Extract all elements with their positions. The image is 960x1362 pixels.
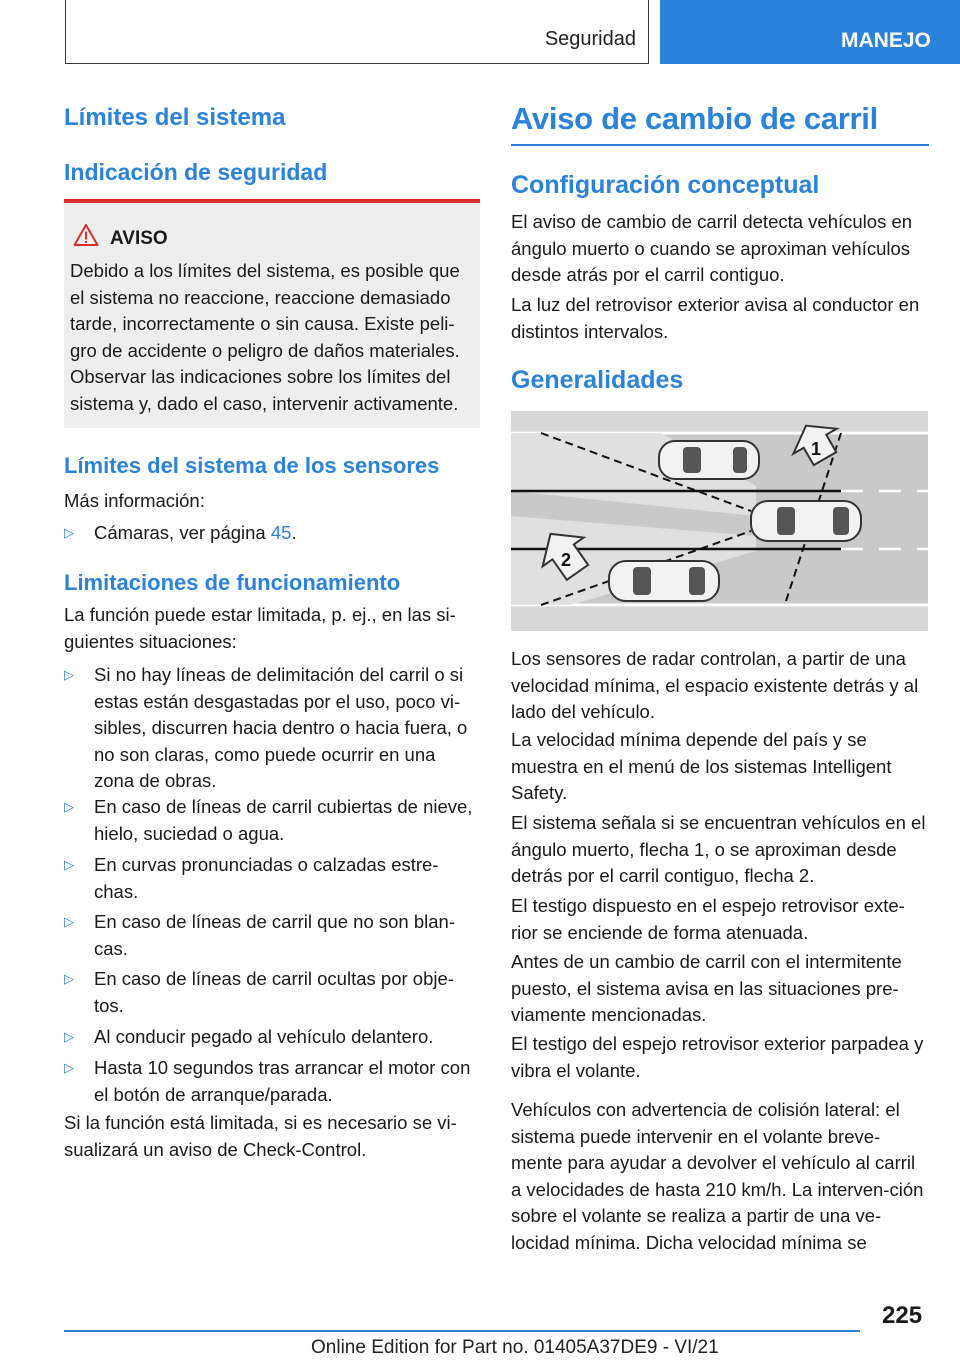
section-title-system-limits: Límites del sistema: [64, 104, 286, 131]
concept-paragraph-2: La luz del retrovisor exterior avisa al conductor en distintos intervalos.: [511, 294, 920, 342]
warning-label: AVISO: [110, 228, 168, 249]
car-top-icon: [659, 441, 759, 479]
concept-heading: Configuración conceptual: [511, 171, 820, 199]
body-paragraph: Vehículos con advertencia de colisión lateral: el sistema puede intervenir en el volante breve-mente para ayudar a devolver el vehículo al carril a velocidades de hasta 210 km/h. La interven-ción sobre el volante se realiza a partir de una ve-locidad mínima. Dicha velocidad mínima se: [511, 1099, 924, 1253]
limitation-item-text: Si no hay líneas de delimitación del carril o si estas están desgastadas por el uso, poco vi-sibles, discurren hacia dentro o hacia fuera, o no son claras, como puede ocurrir en una zona de obras.: [94, 664, 468, 791]
limitations-heading: Limitaciones de funcionamiento: [64, 570, 401, 595]
bullet-triangle-icon: ▷: [64, 667, 74, 682]
limitation-item-text: Al conducir pegado al vehículo delantero.: [94, 1026, 434, 1047]
warning-box: [64, 199, 480, 428]
header-section-box: [65, 0, 649, 64]
limitation-item-text: En caso de líneas de carril ocultas por obje-tos.: [94, 968, 454, 1016]
body-paragraph: Antes de un cambio de carril con el intermitente puesto, el sistema avisa en las situaciones pre-viamente mencionadas.: [511, 951, 902, 1025]
section-title-lane-change-warning: Aviso de cambio de carril: [511, 101, 878, 136]
concept-paragraph-1: El aviso de cambio de carril detecta vehículos en ángulo muerto o cuando se aproximan vehículos desde atrás por el carril contiguo.: [511, 211, 913, 285]
body-paragraph: Los sensores de radar controlan, a partir de una velocidad mínima, el espacio existente detrás y al lado del vehículo.: [511, 648, 919, 722]
camera-item-text: Cámaras, ver página: [94, 522, 271, 543]
header-section-label: Seguridad: [544, 28, 636, 50]
sensors-limits-heading: Límites del sistema de los sensores: [64, 453, 440, 478]
arrow-2-label: 2: [561, 550, 572, 570]
bullet-triangle-icon: ▷: [64, 914, 74, 929]
limitation-item-text: Hasta 10 segundos tras arrancar el motor con el botón de arranque/parada.: [94, 1057, 471, 1105]
bullet-triangle-icon: ▷: [64, 525, 74, 540]
general-heading: Generalidades: [511, 366, 684, 394]
header-chapter-tab: MANEJO: [660, 0, 960, 64]
limitation-item-text: En caso de líneas de carril que no son blan-cas.: [94, 911, 455, 959]
camera-item-suffix: .: [291, 522, 297, 543]
arrow-1-label: 1: [811, 439, 822, 459]
body-paragraph: El testigo del espejo retrovisor exterior parpadea y vibra el volante.: [511, 1033, 924, 1081]
bullet-triangle-icon: ▷: [64, 971, 74, 986]
body-paragraph: La velocidad mínima depende del país y se muestra en el menú de los sistemas Intelligent Safety.: [511, 729, 892, 803]
bullet-triangle-icon: ▷: [64, 857, 74, 872]
body-paragraph: El testigo dispuesto en el espejo retrovisor exte-rior se enciende de forma atenuada.: [511, 895, 905, 943]
footer-rule: [64, 1330, 860, 1332]
camera-page-link[interactable]: 45: [270, 522, 292, 543]
lane-change-diagram: [511, 411, 928, 631]
title-underline: [511, 144, 929, 146]
safety-note-heading: [64, 159, 327, 186]
limitation-item-text: En caso de líneas de carril cubiertas de nieve, hielo, suciedad o agua.: [94, 796, 473, 844]
limitations-intro: La función puede estar limitada, p. ej., en las si-guientes situaciones:: [64, 604, 456, 652]
limitations-closing: Si la función está limitada, si es necesario se vi-sualizará un aviso de Check-Control.: [64, 1112, 457, 1160]
car-ego-icon: [751, 501, 861, 541]
more-info-label: Más información:: [64, 490, 205, 511]
footer-edition: Online Edition for Part no. 01405A37DE9 - VI/21: [311, 1337, 719, 1358]
warning-text: Debido a los límites del sistema, es posible que el sistema no reaccione, reaccione demasiado tarde, incorrectamente o sin causa. Existe peli-gro de accidente o peligro de daños materiales. Observar las indicaciones sobre los límites del sistema y, dado el caso, intervenir activamente.: [70, 260, 460, 414]
page-number: 225: [882, 1302, 923, 1329]
bullet-triangle-icon: ▷: [64, 799, 74, 814]
limitation-item-text: En curvas pronunciadas o calzadas estre-chas.: [94, 854, 439, 902]
bullet-triangle-icon: ▷: [64, 1060, 74, 1075]
warning-triangle-icon: [73, 223, 99, 247]
car-bottom-icon: [609, 561, 719, 601]
body-paragraph: El sistema señala si se encuentran vehículos en el ángulo muerto, flecha 1, o se aproximan desde detrás por el carril contiguo, flecha 2.: [511, 812, 926, 886]
safety-note-heading-text: Indicación de seguridad: [64, 159, 328, 185]
bullet-triangle-icon: ▷: [64, 1029, 74, 1044]
